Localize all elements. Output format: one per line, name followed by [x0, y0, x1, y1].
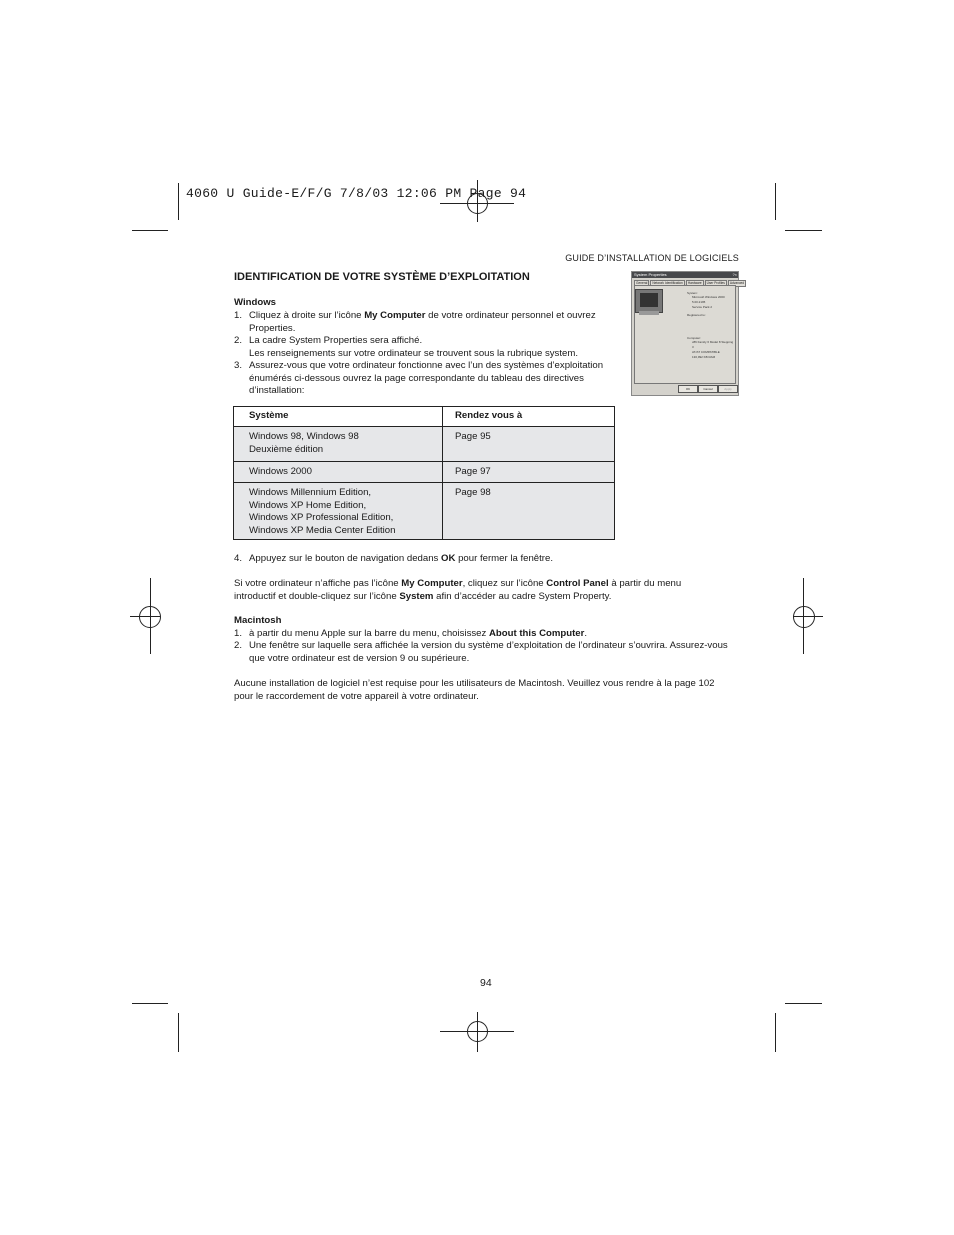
registration-mark-circle: [467, 1021, 488, 1042]
column-header: Rendez vous à: [455, 410, 523, 421]
registration-mark-circle: [793, 606, 815, 628]
computer-stand-icon: [639, 311, 659, 315]
page-number: 94: [480, 977, 492, 989]
ok-button[interactable]: OK: [678, 385, 698, 393]
page-cell: Page 98: [455, 487, 491, 498]
system-cell: Windows 2000: [249, 466, 312, 477]
crop-mark: [775, 183, 776, 220]
tab-network-identification: Network Identification: [652, 281, 683, 285]
section-title: IDENTIFICATION DE VOTRE SYSTÈME D’EXPLOITATION: [234, 271, 530, 283]
computer-icon: [635, 289, 663, 313]
step-number: 1.: [234, 628, 243, 639]
closing-paragraph: Aucune installation de logiciel n’est requise pour les utilisateurs de Macintosh. Veuillez vous rendre à la page 102 pour le raccordement de votre appareil à votre ordinateur.: [234, 678, 715, 702]
step-number: 4.: [234, 553, 243, 564]
cancel-button[interactable]: Cancel: [698, 385, 718, 393]
running-header: GUIDE D’INSTALLATION DE LOGICIELS: [565, 253, 739, 263]
title-bar: [632, 272, 738, 278]
crop-mark: [775, 1013, 776, 1052]
page-cell: Page 95: [455, 431, 491, 442]
apply-button[interactable]: Apply: [718, 385, 738, 393]
control-panel-note: Si votre ordinateur n’affiche pas l’icône My Computer, cliquez sur l’icône Control Panel à partir du menu introductif et double-cliquez sur l’icône System afin d’accéder au cadre System Property.: [234, 578, 682, 602]
column-header: Système: [249, 410, 289, 421]
page-cell: Page 97: [455, 466, 491, 477]
step-number: 3.: [234, 360, 243, 371]
tab-general: General: [636, 281, 648, 285]
table-row: [234, 483, 615, 540]
registration-mark-circle: [139, 606, 161, 628]
window-title: System Properties: [634, 272, 667, 277]
crop-mark: [178, 183, 179, 220]
crop-mark: [785, 1003, 822, 1004]
windows-step-1: 1. Cliquez à droite sur l’icône My Computer de votre ordinateur personnel et ouvrez Properties.: [234, 310, 596, 334]
table-row: [234, 427, 615, 462]
system-label: System:: [687, 291, 698, 295]
crop-mark: [132, 1003, 168, 1004]
registered-label: Registered to:: [687, 313, 706, 317]
tab-hardware: Hardware: [687, 281, 702, 285]
tab-user-profiles: User Profiles: [706, 281, 725, 285]
close-icon: ?×: [732, 272, 737, 277]
os-table: [233, 406, 615, 540]
tab-advanced: Advanced: [729, 281, 745, 285]
windows-step-2: 2. La cadre System Properties sera affiché. Les renseignements sur votre ordinateur se trouvent sous la rubrique system.: [234, 335, 579, 359]
mac-step-1: 1. à partir du menu Apple sur la barre du menu, choisissez About this Computer.: [234, 628, 588, 639]
system-cell: Windows 98, Windows 98 Deuxième édition: [249, 431, 359, 455]
step-number: 2.: [234, 640, 243, 651]
step-number: 2.: [234, 335, 243, 346]
printer-slug: 4060 U Guide-E/F/G 7/8/03 12:06 PM Page 94: [186, 186, 527, 201]
mac-step-2: 2. Une fenêtre sur laquelle sera affichée la version du système d’exploitation de l’ordinateur s’ouvrira. Assurez-vous que votre ordinateur est de version 9 ou supérieure.: [234, 640, 728, 664]
crop-mark: [132, 230, 168, 231]
windows-step-3: 3. Assurez-vous que votre ordinateur fonctionne avec l’un des systèmes d’exploitation énumérés ci-dessous ouvrez la page correspondante du tableau des directives d’installation:: [234, 360, 604, 397]
crop-mark: [178, 1013, 179, 1052]
windows-step-4: 4. Appuyez sur le bouton de navigation dedans OK pour fermer la fenêtre.: [234, 553, 553, 564]
step-number: 1.: [234, 310, 243, 321]
system-cell: Windows Millennium Edition, Windows XP Home Edition, Windows XP Professional Edition, Windows XP Media Center Edition: [249, 487, 396, 536]
crop-mark: [785, 230, 822, 231]
table-row: [234, 462, 615, 483]
windows-heading: Windows: [234, 297, 277, 308]
mac-heading: Macintosh: [234, 615, 282, 626]
windows-logo-icon: [640, 293, 658, 307]
system-properties-screenshot: System Properties ?× General Network Identification Hardware User Profiles Advanced System: Microsoft Windows 2000 5.00.2195 Service Pack 2 Registered to: Computer: x86 Family 6 Model 8 Stepping 3 AT/AT COMPATIBLE 130,992 KB RAM OK Cancel Apply: [631, 271, 739, 396]
table-header-row: [234, 407, 615, 427]
computer-label: Computer:: [687, 336, 702, 340]
